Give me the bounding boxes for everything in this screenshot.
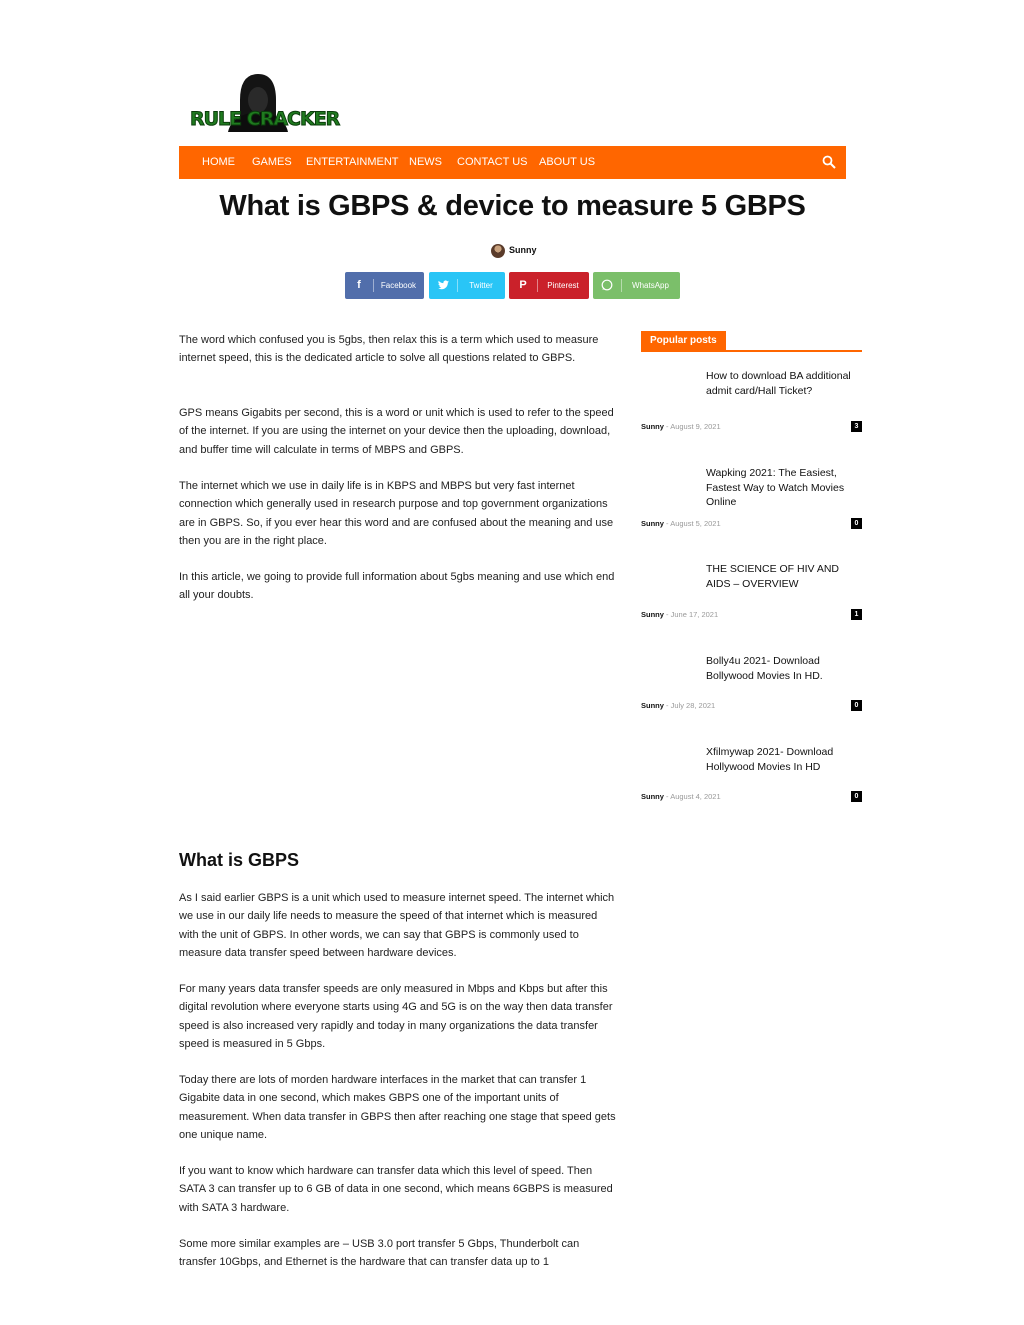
article-paragraph: The internet which we use in daily life is in KBPS and MBPS but very fast internet connection which generally used in research purpose and top government organizations are in GBPS. So, if you ever hear this word and are confused about the meaning and use then you are in the right place. <box>179 480 614 547</box>
nav-contact-us[interactable]: CONTACT US <box>457 156 528 168</box>
article-paragraph: Today there are lots of morden hardware interfaces in the market that can transfer 1 Gigabite data in one second, which makes GBPS one of the important units of measurement. When data transfer in GBPS then after reaching one stage that speed gets one unique name. <box>179 1074 616 1141</box>
nav-news[interactable]: NEWS <box>409 156 442 168</box>
popular-post-title[interactable]: THE SCIENCE OF HIV AND AIDS – OVERVIEW <box>706 563 840 590</box>
popular-posts-underline <box>641 350 862 352</box>
post-author[interactable]: Sunny <box>641 519 664 528</box>
article-paragraph: Some more similar examples are – USB 3.0 port transfer 5 Gbps, Thunderbolt can transfer 10Gbps, and Ethernet is the hardware that can transfer data up to 1 <box>179 1238 580 1269</box>
share-facebook-button[interactable]: f Facebook <box>345 272 424 299</box>
post-date: August 9, 2021 <box>670 422 721 431</box>
popular-posts-heading: Popular posts <box>641 331 726 350</box>
section-heading: What is GBPS <box>179 850 300 870</box>
search-icon[interactable] <box>822 155 836 169</box>
nav-about-us[interactable]: ABOUT US <box>539 156 596 168</box>
logo-text: RULE CRACKER <box>190 108 340 130</box>
nav-home[interactable]: HOME <box>202 156 235 168</box>
page-title: What is GBPS & device to measure 5 GBPS <box>219 190 806 222</box>
post-date: August 5, 2021 <box>670 519 721 528</box>
popular-post-title[interactable]: How to download BA additional admit card/Hall Ticket? <box>706 370 851 397</box>
author-name[interactable]: Sunny <box>509 245 537 255</box>
share-twitter-button[interactable]: Twitter <box>429 272 505 299</box>
popular-post-title[interactable]: Xfilmywap 2021- Download Hollywood Movies In HD <box>706 746 834 773</box>
main-nav <box>179 146 846 179</box>
article-paragraph: The word which confused you is 5gbs, then relax this is a term which used to measure internet speed, this is the dedicated article to solve all questions related to GBPS. <box>179 334 599 365</box>
post-date: August 4, 2021 <box>670 792 721 801</box>
article-paragraph: GPS means Gigabits per second, this is a word or unit which is used to refer to the speed of the internet. If you are using the internet on your device then the uploading, download, and buffer time will calculate in terms of MBPS and GBPS. <box>179 407 614 456</box>
article-paragraph: If you want to know which hardware can transfer data which this level of speed. Then SATA 3 can transfer up to 6 GB of data in one second, which means 6GBPS is measured with SATA 3 hardware. <box>179 1165 613 1214</box>
comment-count-badge[interactable]: 1 <box>851 609 862 620</box>
popular-post-title[interactable]: Wapking 2021: The Easiest, Fastest Way to Watch Movies Online <box>706 467 845 508</box>
share-pinterest-button[interactable]: P Pinterest <box>509 272 589 299</box>
article-paragraph: As I said earlier GBPS is a unit which used to measure internet speed. The internet which we use in our daily life needs to measure the speed of that internet which is measured with the unit of GBPS. In other words, we can say that GBPS is commonly used to measure data transfer speed between hardware devices. <box>179 892 615 959</box>
comment-count-badge[interactable]: 0 <box>851 791 862 802</box>
post-author[interactable]: Sunny <box>641 610 664 619</box>
post-author[interactable]: Sunny <box>641 701 664 710</box>
post-author[interactable]: Sunny <box>641 422 664 431</box>
comment-count-badge[interactable]: 3 <box>851 421 862 432</box>
whatsapp-icon <box>593 272 621 299</box>
comment-count-badge[interactable]: 0 <box>851 518 862 529</box>
post-author[interactable]: Sunny <box>641 792 664 801</box>
popular-post-title[interactable]: Bolly4u 2021- Download Bollywood Movies In HD. <box>706 655 823 682</box>
share-whatsapp-button[interactable]: WhatsApp <box>593 272 680 299</box>
avatar[interactable] <box>491 244 505 258</box>
twitter-icon <box>429 272 457 299</box>
article-paragraph: In this article, we going to provide full information about 5gbs meaning and use which end all your doubts. <box>179 571 615 602</box>
facebook-icon: f <box>357 279 361 291</box>
article-paragraph: For many years data transfer speeds are only measured in Mbps and Kbps but after this digital revolution where everyone starts using 4G and 5G is on the way then data transfer speed is also increased very rapidly and today in many organizations the data transfer speed is measured in 5 Gbps. <box>179 983 613 1050</box>
comment-count-badge[interactable]: 0 <box>851 700 862 711</box>
post-date: June 17, 2021 <box>670 610 719 619</box>
nav-entertainment[interactable]: ENTERTAINMENT <box>306 156 399 168</box>
site-logo[interactable] <box>188 70 340 132</box>
post-date: July 28, 2021 <box>670 701 716 710</box>
nav-games[interactable]: GAMES <box>252 156 292 168</box>
pinterest-icon: P <box>519 279 527 291</box>
